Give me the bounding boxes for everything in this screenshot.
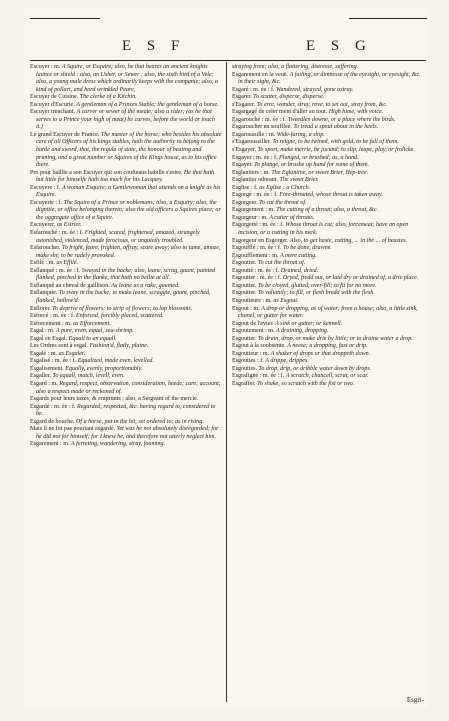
top-rule: [349, 18, 427, 19]
entry-headword: Esflanqué : m. ée : f.: [30, 267, 81, 274]
entry-definition: A failing, or dimnesse of the eyesight, or eyesight, &c. in their sight, &c.: [238, 71, 421, 86]
entry-definition: Wide-faring, a ship.: [276, 131, 325, 138]
entry-definition: The Eglantine, or sweet Brier, Hep-tree.: [271, 169, 369, 176]
entry-headword: Esgouttes : f.: [232, 358, 264, 365]
entry-definition: Also, to get haste, cutting, ... in the ... of beastes.: [289, 237, 408, 244]
entry-definition: To cut the throat of.: [259, 199, 307, 206]
dictionary-entry: [232, 298, 424, 306]
entry-definition: as Esgout.: [273, 297, 299, 304]
dictionary-entry: [232, 373, 424, 381]
entry-definition: To valiantly; to fill, or flesh bredd with the flesh.: [257, 290, 375, 297]
entry-headword: Esgaroucher en soufflee.: [232, 124, 292, 131]
dictionary-entry: [232, 238, 424, 246]
entry-headword: Esgoutter.: [232, 260, 257, 267]
entry-headword: Escuyer : m.: [30, 64, 61, 70]
dictionary-entry: [30, 441, 222, 449]
dictionary-entry: [30, 132, 222, 170]
dictionary-entry: [30, 170, 222, 185]
entry-headword: Esgardé : m. ée : f.: [30, 403, 76, 410]
entry-headword: Esglantiers : m.: [232, 169, 270, 176]
entry-definition: as Efforcement.: [73, 320, 111, 327]
entry-definition: The Squire of a Prince or noblemans; also, a Esquiry; also, the dignitie, or office belonging thereto; also the old officers a Squires place; or the aggregate office of a Squire.: [36, 199, 221, 221]
entry-headword: s'Esgayer.: [232, 147, 257, 154]
entry-headword: Esgoutté : m. ée : f.: [232, 267, 280, 274]
entry-definition: Regard, respect, observation, consideration, heede; care; account; also a respect made or reckoned of.: [36, 380, 221, 395]
dictionary-entry: [30, 260, 222, 268]
dictionary-entry: [232, 64, 424, 72]
dictionary-entry: [232, 343, 424, 351]
dictionary-entry: [30, 366, 222, 374]
entry-definition: A sink or gutter; or kennell.: [275, 320, 343, 327]
entry-definition: A drippe, drippes.: [265, 358, 309, 365]
entry-headword: Esgorgement : m.: [232, 207, 275, 214]
entry-headword: Esgarement en la veuë.: [232, 71, 289, 78]
entry-headword: Esgout : m.: [232, 305, 260, 312]
entry-headword: Esgargagé de celer ment d'aller au tout.: [232, 109, 328, 116]
running-header: [24, 38, 428, 56]
entry-headword: Esgoutter.: [232, 335, 257, 342]
entry-definition: as Effilé.: [56, 260, 79, 267]
entry-headword: Esgard de bouche.: [30, 418, 75, 425]
entry-definition: High hime, with voice.: [328, 109, 384, 116]
entry-headword: Les Ordres sont à esgal.: [30, 343, 88, 350]
entry-definition: Plunged, or brushed; as, a hand.: [279, 154, 359, 161]
entry-definition: Whose throat is cut; also, forcemeat; have an open incision, or a cutting in his neck.: [238, 222, 409, 237]
dictionary-entry: [232, 381, 424, 389]
entry-headword: Esflorer.: [30, 305, 51, 312]
entry-headword: Escuyerer.: [30, 222, 56, 229]
dictionary-entry: [232, 87, 424, 95]
entry-definition: To be done, drawne.: [282, 245, 332, 252]
entry-headword: Escuyere : f.: [30, 184, 61, 191]
dictionary-entry: [30, 313, 222, 321]
entry-definition: Enforced, forcibly placed, scattered.: [76, 313, 164, 320]
entry-definition: A pure, even, equal, sea-shrimp.: [55, 328, 134, 335]
entry-definition: as Eglise : a Church.: [259, 184, 311, 191]
entry-headword: Esgalisement.: [30, 365, 64, 372]
entry-headword: Pro pour baillie a son Escuyer qui son coufteaus habille s'estre.: [30, 169, 183, 176]
entry-definition: A scratch, chancell, scrat, or scar.: [285, 373, 369, 380]
entry-headword: Esflanquer.: [30, 290, 58, 297]
entry-headword: Esgaller.: [30, 373, 51, 380]
dictionary-entry: [30, 404, 222, 419]
entry-headword: Esglantier odorant.: [232, 177, 279, 184]
entry-headword: Esgraffer.: [232, 380, 256, 387]
top-rule: [30, 18, 100, 19]
dictionary-entry: [232, 139, 424, 147]
dictionary-entry: [30, 396, 222, 404]
entry-definition: The sweet Brier.: [279, 177, 319, 184]
dictionary-entry: [232, 290, 424, 298]
dictionary-entry: [232, 358, 424, 366]
dictionary-entry: [232, 306, 424, 321]
entry-headword: Esforcé : m. ée : f.: [30, 313, 75, 320]
dictionary-entry: [232, 245, 424, 253]
entry-headword: Esfarouché : m. ée : f.: [30, 230, 84, 237]
entry-definition: Tweedlen downe, or a place where the birds.: [287, 116, 396, 123]
dictionary-entry: [232, 72, 424, 87]
entry-headword: Esgard : m.: [30, 380, 58, 387]
entry-headword: Esgouttes.: [232, 365, 258, 372]
entry-headword: Esgorgé : m. ée : f.: [232, 192, 278, 199]
entry-headword: Esgal en Esgal.: [30, 335, 68, 342]
entry-definition: To fright, feare, frighten, affray, scare away; also to tame, amaze, make shy, to be rudely provoked.: [36, 245, 221, 259]
dictionary-entry: [30, 64, 222, 94]
entry-headword: s'Esgarer.: [232, 101, 256, 108]
entry-headword: Esgorgeur : m.: [232, 214, 268, 221]
column-divider: [226, 62, 227, 702]
entry-headword: Esflanqué au cheval de gaillison.: [30, 282, 110, 289]
entry-headword: Esgaré : m. ée : f.: [232, 86, 275, 93]
dictionary-entry: [232, 170, 424, 178]
entry-definition: A gentleman of a Princes Stable; the gentleman of a horse.: [76, 101, 219, 108]
header-rule: [30, 60, 426, 61]
entry-headword: Esgout de l'evier.: [232, 320, 274, 327]
dictionary-entry: [30, 381, 222, 396]
entry-definition: Equalized, made even, levelled.: [77, 358, 154, 365]
dictionary-entry: [232, 328, 424, 336]
dictionary-entry: [232, 94, 424, 102]
entry-definition: Equall to an equall.: [68, 335, 117, 342]
entry-definition: Of a horse, put in the bit, set ordered to; as in rising.: [76, 418, 204, 425]
dictionary-entry: [30, 245, 222, 260]
dictionary-entry: [30, 290, 222, 305]
dictionary-entry: [232, 222, 424, 237]
entry-headword: Esfilé : m.: [30, 260, 56, 267]
catchword: Esgri-: [406, 696, 424, 704]
entry-definition: To equall, match, levell, even.: [52, 373, 125, 380]
dictionary-page: [24, 8, 428, 708]
right-column: [232, 64, 424, 389]
entry-definition: As leane as a rake, gaunted.: [111, 282, 180, 289]
entry-definition: A woman Esquire; a Gentlewoman that attends on a knight as his Esquire.: [36, 184, 221, 199]
dictionary-entry: [30, 358, 222, 366]
dictionary-entry: [232, 124, 424, 132]
entry-headword: Esgaroussille : m.: [232, 131, 276, 138]
dictionary-entry: [232, 177, 424, 185]
dictionary-entry: [232, 102, 424, 110]
entry-definition: A Squire, or Esquire; also, he that beares an ancient knights launce or shield : also, an Usher, or Sewer : also, the sixth bird of a Vele; also, a young male dress which ordinarily keeps with the companie; also, a kind of pollart, and hard wrinkled Peare,: [36, 64, 218, 93]
dictionary-entry: [30, 321, 222, 329]
entry-headword: Esgoutter : m. ée : f.: [232, 275, 282, 282]
dictionary-entry: [232, 260, 424, 268]
entry-definition: Fore-throated, whose throat is taken away.: [279, 192, 383, 199]
entry-headword: Esgoutter.: [232, 282, 257, 289]
entry-definition: To cut the throat of.: [257, 260, 306, 267]
entry-definition: Fashion'd, flatly, plaine.: [89, 343, 149, 350]
dictionary-entry: [232, 321, 424, 329]
entry-definition: To reigne, to be twined, with gold, to be full of them.: [272, 139, 399, 146]
left-column: [30, 64, 222, 449]
entry-definition: Frighted, scared, frightened, amazed, strangely astonished, violenced, made ferocious, or unquietly troubled.: [36, 230, 200, 244]
entry-definition: Wandered, strayed, gone astray.: [276, 86, 354, 93]
entry-definition: as Esgaler.: [58, 350, 86, 357]
entry-definition: The cutting of a throat; also, a throat, &c.: [276, 207, 379, 214]
entry-headword: Esgrafigné : m. ée : f.: [232, 373, 285, 380]
dictionary-entry: [30, 343, 222, 351]
entry-definition: A draining, dropping.: [276, 328, 329, 335]
entry-headword: Esgayer.: [232, 162, 253, 169]
entry-headword: Esgarouché : m. ée : f.: [232, 116, 287, 123]
entry-definition: A drop or dropping, as of water; from a house; also, a little sink, chanel, or gutter for water.: [238, 305, 418, 320]
entry-headword: Esgoufflement : m.: [232, 252, 279, 259]
entry-headword: Esgalé : m.: [30, 350, 58, 357]
entry-headword: Escuyer d'Escurie.: [30, 101, 75, 108]
dictionary-entry: [232, 162, 424, 170]
dictionary-entry: [30, 200, 222, 223]
entry-definition: To plunge, or brushe up hand for some of them.: [254, 162, 370, 169]
entry-definition: To shake, so scratch with the fist or two.: [257, 380, 355, 387]
entry-definition: To sport, make merrie, be jocund; to slip, leape, play, or frolicke.: [257, 147, 415, 154]
entry-headword: Esforcement : m.: [30, 320, 72, 327]
right-running-head: E S G: [306, 38, 372, 54]
entry-definition: A ferreting, wandering, stray, foaming.: [70, 441, 166, 448]
entry-headword: Mais il ne fut pas pourtant esgardé.: [30, 426, 116, 433]
dictionary-entry: [30, 373, 222, 381]
entry-headword: Le grand Escuyer de France.: [30, 131, 100, 138]
entry-headword: Esgorgetté : m. ée : f.: [232, 222, 284, 229]
entry-definition: as Estrier.: [56, 222, 82, 229]
entry-headword: Esglise : f.: [232, 184, 258, 191]
dictionary-entry: [30, 230, 222, 245]
entry-definition: To drain, drop, or make drie by little; or to draine water a drop.: [257, 335, 413, 342]
entry-headword: Esgout à la soubsente.: [232, 343, 286, 350]
entry-definition: To sway in the backe; to make leane, scraggie, gaunt, pinched, flanked, hollow'd.: [36, 290, 211, 304]
entry-headword: Esgalisé : m. ée : f.: [30, 358, 77, 365]
entry-definition: To tread a spout about in the heels.: [293, 124, 379, 131]
dictionary-entry: [30, 94, 222, 102]
dictionary-entry: [30, 109, 222, 132]
left-running-head: E S F: [122, 38, 186, 54]
entry-definition: straying from; also, a flattering, distresse, suffering.: [232, 64, 359, 70]
entry-headword: Esgoutement : m.: [232, 328, 275, 335]
entry-headword: Esgarer.: [232, 94, 252, 101]
entry-definition: A carver or sewer of the meate; also a rider; (as he that serves to a Prince your high of meat) he carves, before the world or touch it.): [36, 109, 215, 131]
entry-definition: Equally, evenly, proportionably.: [65, 365, 143, 372]
entry-headword: Escuyer trenchant.: [30, 109, 75, 116]
entry-definition: A shaker of drops or that droppeth down.: [270, 350, 371, 357]
dictionary-entry: [30, 328, 222, 336]
entry-definition: The master of the horse; who besides his absolute care of all Officers of his kings stables, hath the authority to belong to the barde and sword, that, the regula of state, the honour of beating and pruning, and a great number or Squires of the Kings house, as to his office there.: [36, 131, 222, 169]
entry-headword: Escuyerie : f.: [30, 199, 63, 206]
entry-headword: Esgoutteure : m.: [232, 297, 272, 304]
entry-headword: s'Esgaroussiller.: [232, 139, 271, 146]
entry-headword: Esgayer : m. ée : f.: [232, 154, 278, 161]
dictionary-entry: [232, 147, 424, 155]
dictionary-entry: [30, 426, 222, 441]
entry-definition: A mere cutting.: [279, 252, 317, 259]
entry-definition: Swayed in the backe; also, leane, scrag, gaunt, painted flanked, pinched in the flanke, that hath no bellie at all.: [36, 267, 216, 282]
dictionary-entry: [232, 192, 424, 200]
dictionary-entry: [30, 222, 222, 230]
entry-definition: The clerke of a Kitchin.: [79, 94, 137, 101]
entry-definition: To drop, drip, or dribble water down by drops.: [258, 365, 372, 372]
entry-headword: Esgoufflé : m. ée : f.: [232, 245, 282, 252]
entry-definition: A cutter of throats.: [269, 214, 315, 221]
dictionary-entry: [30, 306, 222, 314]
entry-headword: Esgarement : m.: [30, 441, 70, 448]
entry-definition: To erre, wander, stray, rove, to set out, stray from, &c.: [256, 101, 388, 108]
entry-headword: Escuyer de Cuisine.: [30, 94, 79, 101]
entry-headword: Esfaroucher.: [30, 245, 61, 252]
dictionary-entry: [232, 207, 424, 215]
entry-definition: Yet was he not absolutely disregarded; for he did not for himself; for I knew he, and therefore not utterly neglect him.: [36, 426, 219, 440]
entry-definition: Dryed, fredd out, or laid dry or drained of, a drie place.: [282, 275, 419, 282]
entry-definition: To deprive of flowers; to strip of flowers; to lop blossoms.: [52, 305, 193, 312]
entry-headword: Esgorgeer.: [232, 199, 258, 206]
entry-definition: Regarded, respected, &c. having regard to, considered to be.: [36, 403, 216, 418]
dictionary-entry: [232, 109, 424, 117]
entry-headword: Esgoutteur : m.: [232, 350, 270, 357]
dictionary-entry: [30, 185, 222, 200]
dictionary-entry: [232, 155, 424, 163]
entry-definition: To be cloyed, glutted, over-fill; to fit for no more.: [257, 282, 377, 289]
entry-definition: To scatter, disperse, disperse.: [253, 94, 325, 101]
entry-definition: Drained, dried.: [280, 267, 319, 274]
entry-definition: He that hath but little for himselfe hath too much for his Lacquey.: [36, 169, 215, 184]
entry-headword: Esgards pour leurs taxes, & emprunts : also, a Sergeant of the mercie.: [30, 396, 199, 403]
entry-headword: Esgorgeur en Esgorger.: [232, 237, 289, 244]
dictionary-entry: [232, 275, 424, 283]
entry-definition: A neese; a dropping, fast or drip.: [287, 343, 368, 350]
entry-headword: Esgoutter.: [232, 290, 257, 297]
dictionary-entry: [30, 268, 222, 283]
entry-headword: Esgal : m.: [30, 328, 55, 335]
